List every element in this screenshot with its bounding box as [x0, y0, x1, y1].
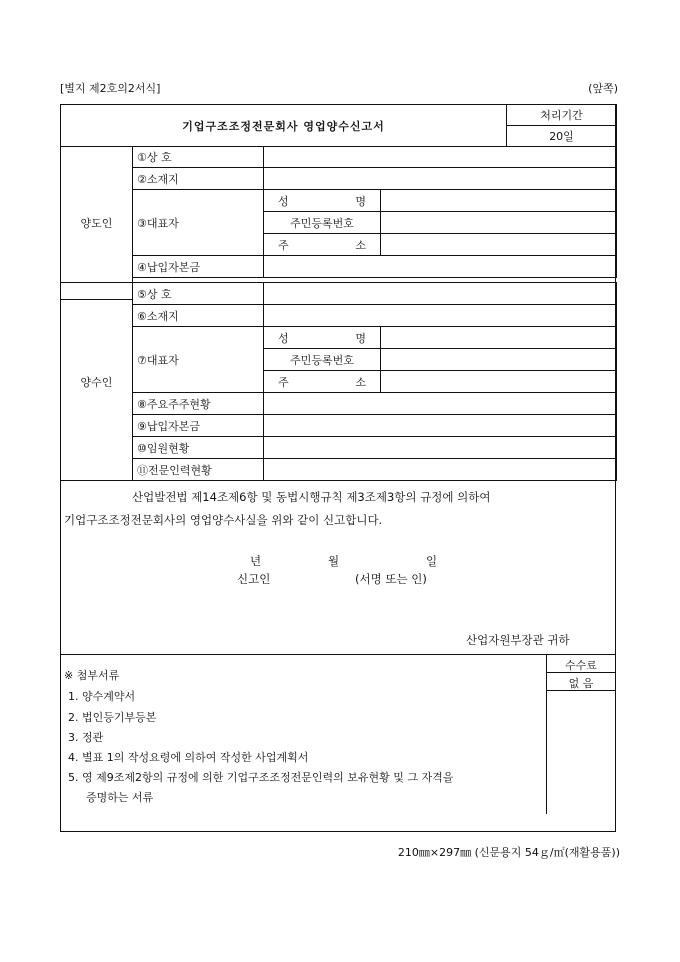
transferor-rep-id-field[interactable]: [381, 212, 617, 234]
attachment-item-2: 2. 법인등기부등본: [68, 711, 157, 724]
info-table-transferee: [60, 282, 617, 481]
title-table: [60, 104, 617, 147]
paper-spec: 210㎜×297㎜ (신문용지 54ｇ/㎡(재활용품)): [397, 846, 620, 859]
attachment-item-3: 3. 정관: [68, 731, 104, 744]
transferee-shareholders-field[interactable]: [264, 393, 617, 415]
signature-note[interactable]: (서명 또는 인): [355, 572, 427, 586]
info-table: [60, 146, 617, 300]
processing-period-value: 20일: [507, 126, 617, 147]
addressee: 산업자원부장관 귀하: [466, 633, 570, 647]
transferee-rep-address-label: 주 소: [264, 371, 381, 393]
transferee-label: 양수인: [61, 283, 133, 481]
attachments-title: ※ 첨부서류: [64, 669, 120, 682]
transferor-rep-name-label: 성 명: [264, 190, 381, 212]
transferee-rep-name-field[interactable]: [381, 327, 617, 349]
fee-value: 없 음: [568, 677, 594, 690]
date-month-label: 월: [328, 554, 340, 568]
transferor-capital-label: ④납입자본금: [133, 256, 264, 278]
transferee-officers-label: ⑩임원현황: [133, 437, 264, 459]
transferor-address-label: ②소재지: [133, 168, 264, 190]
transferee-capital-label: ⑨납입자본금: [133, 415, 264, 437]
transferee-rep-name-label: 성 명: [264, 327, 381, 349]
transferor-address-field[interactable]: [264, 168, 617, 190]
date-day-label: 일: [426, 554, 438, 568]
transferee-capital-field[interactable]: [264, 415, 617, 437]
transferee-rep-address-field[interactable]: [381, 371, 617, 393]
declaration-line-1: 산업발전법 제14조제6항 및 동법시행규칙 제3조제3항의 규정에 의하여: [132, 490, 491, 504]
declaration-line-2: 기업구조조정전문회사의 영업양수사실을 위와 같이 신고합니다.: [64, 513, 383, 527]
fee-label: 수수료: [565, 659, 597, 672]
form-number: [별지 제2호의2서식]: [60, 82, 161, 95]
transferee-professionals-label: ⑪전문인력현황: [133, 459, 264, 481]
transferee-officers-field[interactable]: [264, 437, 617, 459]
transferor-rep-id-label: 주민등록번호: [264, 212, 381, 234]
transferor-trade-name-field[interactable]: [264, 147, 617, 168]
transferee-rep-id-label: 주민등록번호: [264, 349, 381, 371]
processing-period-label: 처리기간: [507, 105, 617, 126]
transferee-rep-id-field[interactable]: [381, 349, 617, 371]
transferor-rep-address-label: 주 소: [264, 234, 381, 256]
transferee-address-field[interactable]: [264, 305, 617, 327]
attachment-item-4: 4. 별표 1의 작성요령에 의하여 작성한 사업계획서: [68, 751, 309, 764]
date-year-label: 년: [250, 554, 262, 568]
transferor-section-label: 양도인: [61, 147, 133, 300]
page-side-label: (앞쪽): [588, 82, 618, 95]
transferee-trade-name-label: ⑤상 호: [133, 283, 264, 305]
attachment-item-5: 5. 영 제9조제2항의 규정에 의한 기업구조조정전문인력의 보유현황 및 그 자격을: [68, 771, 454, 784]
transferor-capital-field[interactable]: [264, 256, 617, 278]
transferor-rep-address-field[interactable]: [381, 234, 617, 256]
declarant-label: 신고인: [237, 572, 271, 586]
transferee-trade-name-field[interactable]: [264, 283, 617, 305]
transferor-trade-name-label: ①상 호: [133, 147, 264, 168]
attachment-item-1: 1. 양수계약서: [68, 690, 136, 703]
attachments-divider: [60, 654, 616, 655]
transferor-representative-label: ③대표자: [133, 190, 264, 256]
transferee-shareholders-label: ⑧주요주주현황: [133, 393, 264, 415]
transferee-address-label: ⑥소재지: [133, 305, 264, 327]
transferee-representative-label: ⑦대표자: [133, 327, 264, 393]
attachment-item-5-cont: 증명하는 서류: [86, 791, 154, 804]
transferee-professionals-field[interactable]: [264, 459, 617, 481]
form-title: 기업구조조정전문회사 영업양수신고서: [61, 105, 507, 147]
transferor-rep-name-field[interactable]: [381, 190, 617, 212]
